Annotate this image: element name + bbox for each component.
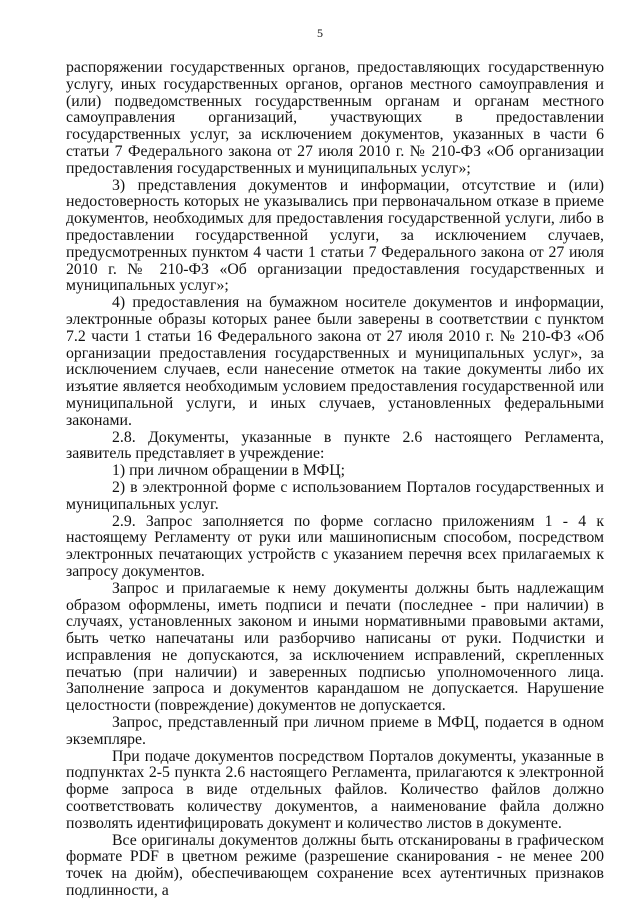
paragraph: 4) предоставления на бумажном носителе документов и информации, электронные образы которых ранее были заверены в соответствии с пунктом 7.2 части 1 статьи 16 Федерального закона от 27 июля 2010 г. № 210-ФЗ «Об организации предоставления государственных и муниципальных услуг», за исключением случаев, если нанесение отметок на такие документы либо их изъятие является необходимым условием предоставления государственной или муниципальной услуги, и иных случаев, установленных федеральными законами. <box>66 294 604 429</box>
paragraph: распоряжении государственных органов, предоставляющих государственную услугу, иных государственных органов, органов местного самоуправления и (или) подведомственных государственным органам и органам местного самоуправления организаций, участвующих в предоставлении государственных услуг, за исключением документов, указанных в части 6 статьи 7 Федерального закона от 27 июля 2010 г. № 210-ФЗ «Об организации предоставления государственных и муниципальных услуг»; <box>66 59 604 177</box>
paragraph: Все оригиналы документов должны быть отсканированы в графическом формате PDF в цветном режиме (разрешение сканирования - не менее 200 точек на дюйм), обеспечивающем сохранение всех аутентичных признаков подлинности, а <box>66 831 604 900</box>
page-number: 5 <box>317 26 323 40</box>
paragraph: 1) при личном обращении в МФЦ; <box>112 462 345 480</box>
paragraph: 2) в электронной форме с использованием Порталов государственных и муниципальных услуг. <box>66 478 604 513</box>
paragraph: Запрос и прилагаемые к нему документы должны быть надлежащим образом оформлены, иметь подписи и печати (последнее - при наличии) в случаях, установленных законом и иными нормативными правовыми актами, быть четко напечатаны или разборчиво написаны от руки. Подчистки и исправления не допускаются, за исключением исправлений, скрепленных печатью (при наличии) и заверенных подписью уполномоченного лица. Заполнение запроса и документов карандашом не допускается. Нарушение целостности (повреждение) документов не допускается. <box>66 579 604 715</box>
paragraph: 3) представления документов и информации, отсутствие и (или) недостоверность которых не указывались при первоначальном отказе в приеме документов, необходимых для предоставления государственной услуги, либо в предоставлении государственной услуги, за исключением случаев, предусмотренных пунктом 4 части 1 статьи 7 Федерального закона от 27 июля 2010 г. № 210-ФЗ «Об организации предоставления государственных и муниципальных услуг»; <box>66 176 604 295</box>
paragraph: 2.9. Запрос заполняется по форме согласно приложениям 1 - 4 к настоящему Регламенту от руки или машинописным способом, посредством электронных печатающих устройств с указанием перечня всех прилагаемых к запросу документов. <box>66 512 604 580</box>
paragraph: Запрос, представленный при личном приеме в МФЦ, подается в одном экземпляре. <box>66 714 604 748</box>
paragraph: 2.8. Документы, указанные в пункте 2.6 настоящего Регламента, заявитель представляет в учреждение: <box>66 428 604 463</box>
document-body <box>66 60 604 900</box>
paragraph: При подаче документов посредством Порталов документы, указанные в подпунктах 2-5 пункта 2.6 настоящего Регламента, прилагаются к электронной форме запроса в виде отдельных файлов. Количество файлов должно соответствовать количеству документов, а наименование файла должно позволять идентифицировать документ и количество листов в документе. <box>66 747 604 832</box>
